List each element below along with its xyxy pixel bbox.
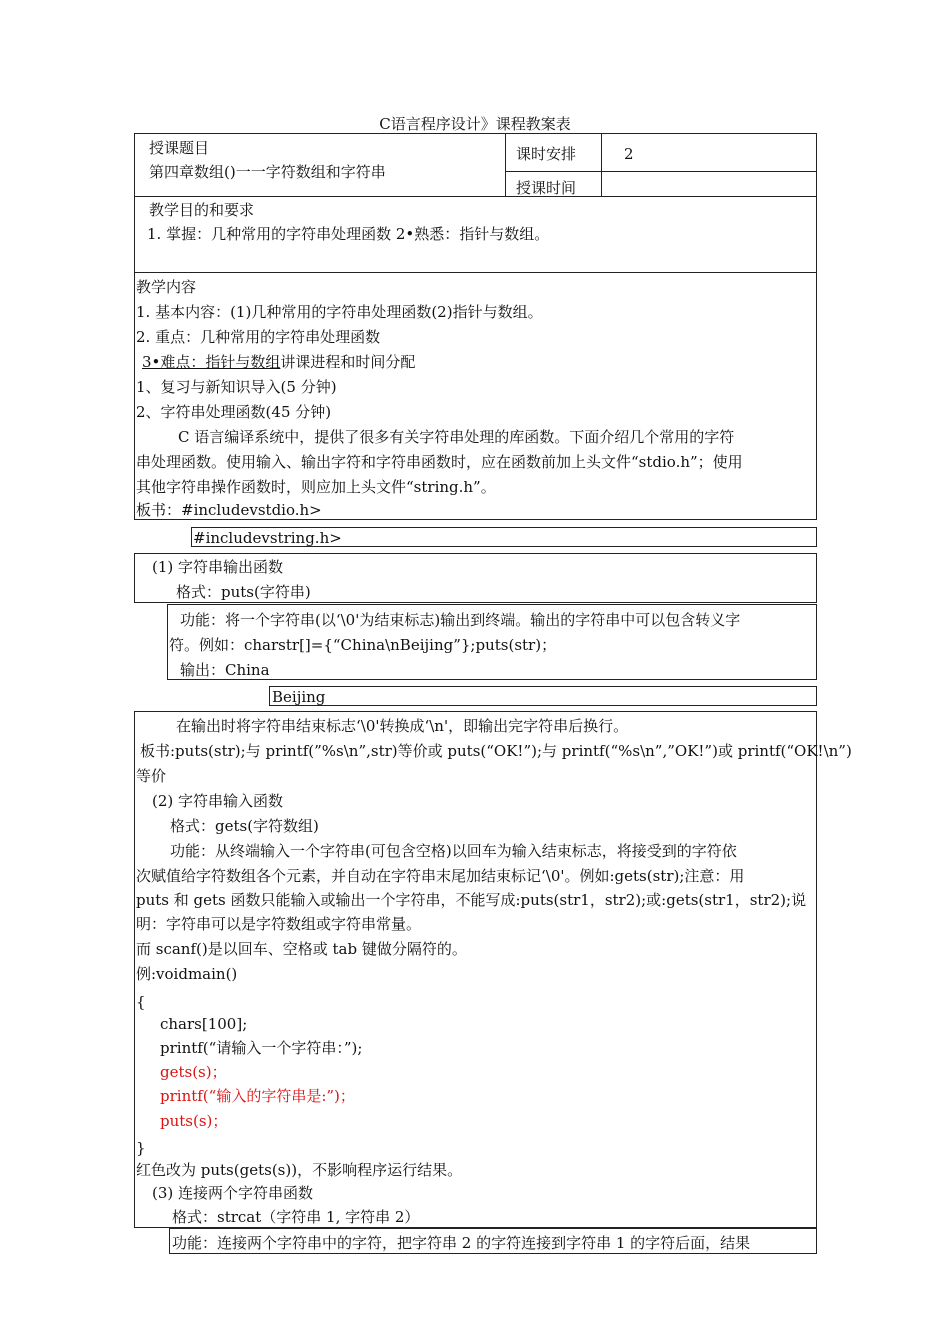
hours-value: 2 <box>624 145 634 163</box>
example-header: 例:voidmain() <box>136 965 238 983</box>
content-line-4: 1、复习与新知识导入(5 分钟) <box>136 378 337 396</box>
code-line-gets: gets(s)； <box>160 1063 227 1081</box>
scanf-note: 而 scanf()是以回车、空格或 tab 键做分隔符的。 <box>136 940 467 958</box>
code-line-printf-2: printf(“输入的字符串是:”)； <box>160 1087 355 1105</box>
schedule-text: 讲课进程和时间分配 <box>280 353 416 371</box>
content-label: 教学内容 <box>136 278 197 296</box>
topic-value: 第四章数组()一一字符数组和字符串 <box>149 163 386 181</box>
content-line-3 <box>142 352 415 372</box>
gets-function-2: 次赋值给字符数组各个元素，并自动在字符串末尾加结束标记‘\0'。例如:gets(str);注意：用 <box>136 867 745 885</box>
puts-function-2: 符。例如：charstr[]={“China\nBeijing”};puts(str)； <box>169 636 557 654</box>
goals-label: 教学目的和要求 <box>149 201 255 219</box>
code-line-declare: chars[100]; <box>160 1015 248 1033</box>
puts-output-2: Beijing <box>272 688 326 706</box>
content-line-5: 2、字符串处理函数(45 分钟) <box>136 403 332 421</box>
gets-function-1: 功能：从终端输入一个字符串(可包含空格)以回车为输入结束标志，将接受到的字符依 <box>170 842 737 860</box>
code-line-puts: puts(s)； <box>160 1112 228 1130</box>
document-title: C语言程序设计》课程教案表 <box>379 115 571 133</box>
hours-label: 课时安排 <box>516 145 577 163</box>
puts-function-1: 功能：将一个字符串(以‘\0'为结束标志)输出到终端。输出的字符串中可以包含转义字 <box>180 611 741 629</box>
time-label: 授课时间 <box>516 179 577 197</box>
gets-format: 格式：gets(字符数组) <box>170 817 319 835</box>
puts-title: (1) 字符串输出函数 <box>152 558 284 576</box>
main-line-1: 在输出时将字符串结束标志‘\0'转换成‘\n'，即输出完字符串后换行。 <box>176 717 629 735</box>
main-line-2: 板书:puts(str);与 printf(”%s\n”,str)等价或 puts(“OK!”);与 printf(“%s\n”,”OK!”)或 printf(“OK!\n”) <box>140 742 852 760</box>
puts-output-1: 输出：China <box>180 661 270 679</box>
strcat-title: (3) 连接两个字符串函数 <box>152 1184 314 1202</box>
content-paragraph-3: 其他字符串操作函数时，则应加上头文件“string.h”。 <box>136 478 496 496</box>
board-line-2: #includevstring.h> <box>193 529 342 547</box>
strcat-format: 格式：strcat（字符串 1, 字符串 2） <box>172 1208 420 1226</box>
topic-label: 授课题目 <box>149 139 210 157</box>
code-line-printf-1: printf(“请输入一个字符串：”); <box>160 1039 363 1057</box>
code-open-brace: { <box>136 993 146 1011</box>
code-close-brace: } <box>136 1139 146 1157</box>
goals-text: 1. 掌握：几种常用的字符串处理函数 2•熟悉：指针与数组。 <box>147 225 550 243</box>
content-line-1: 1. 基本内容：(1)几种常用的字符串处理函数(2)指针与数组。 <box>136 303 543 321</box>
content-line-2: 2. 重点：几种常用的字符串处理函数 <box>136 328 381 346</box>
puts-format: 格式：puts(字符串) <box>176 583 311 601</box>
content-paragraph-1: C 语言编译系统中，提供了很多有关字符串处理的库函数。下面介绍几个常用的字符 <box>178 428 735 446</box>
main-line-3: 等价 <box>136 767 167 785</box>
gets-function-4: 明：字符串可以是字符数组或字符串常量。 <box>136 915 422 933</box>
content-paragraph-2: 串处理函数。使用输入、输出字符和字符串函数时，应在函数前加上头文件“stdio.h”；使用 <box>136 453 743 471</box>
puts-output-box <box>269 686 817 706</box>
gets-function-3: puts 和 gets 函数只能输入或输出一个字符串，不能写成:puts(str1，str2);或:gets(str1，str2);说 <box>136 891 807 909</box>
red-note: 红色改为 puts(gets(s))，不影响程序运行结果。 <box>136 1161 463 1179</box>
difficulty-text: 3•难点：指针与数组 <box>142 353 281 371</box>
gets-title: (2) 字符串输入函数 <box>152 792 284 810</box>
board-line-1: 板书：#includevstdio.h> <box>136 501 322 519</box>
strcat-function-1: 功能：连接两个字符串中的字符，把字符串 2 的字符连接到字符串 1 的字符后面，结果 <box>172 1234 751 1252</box>
